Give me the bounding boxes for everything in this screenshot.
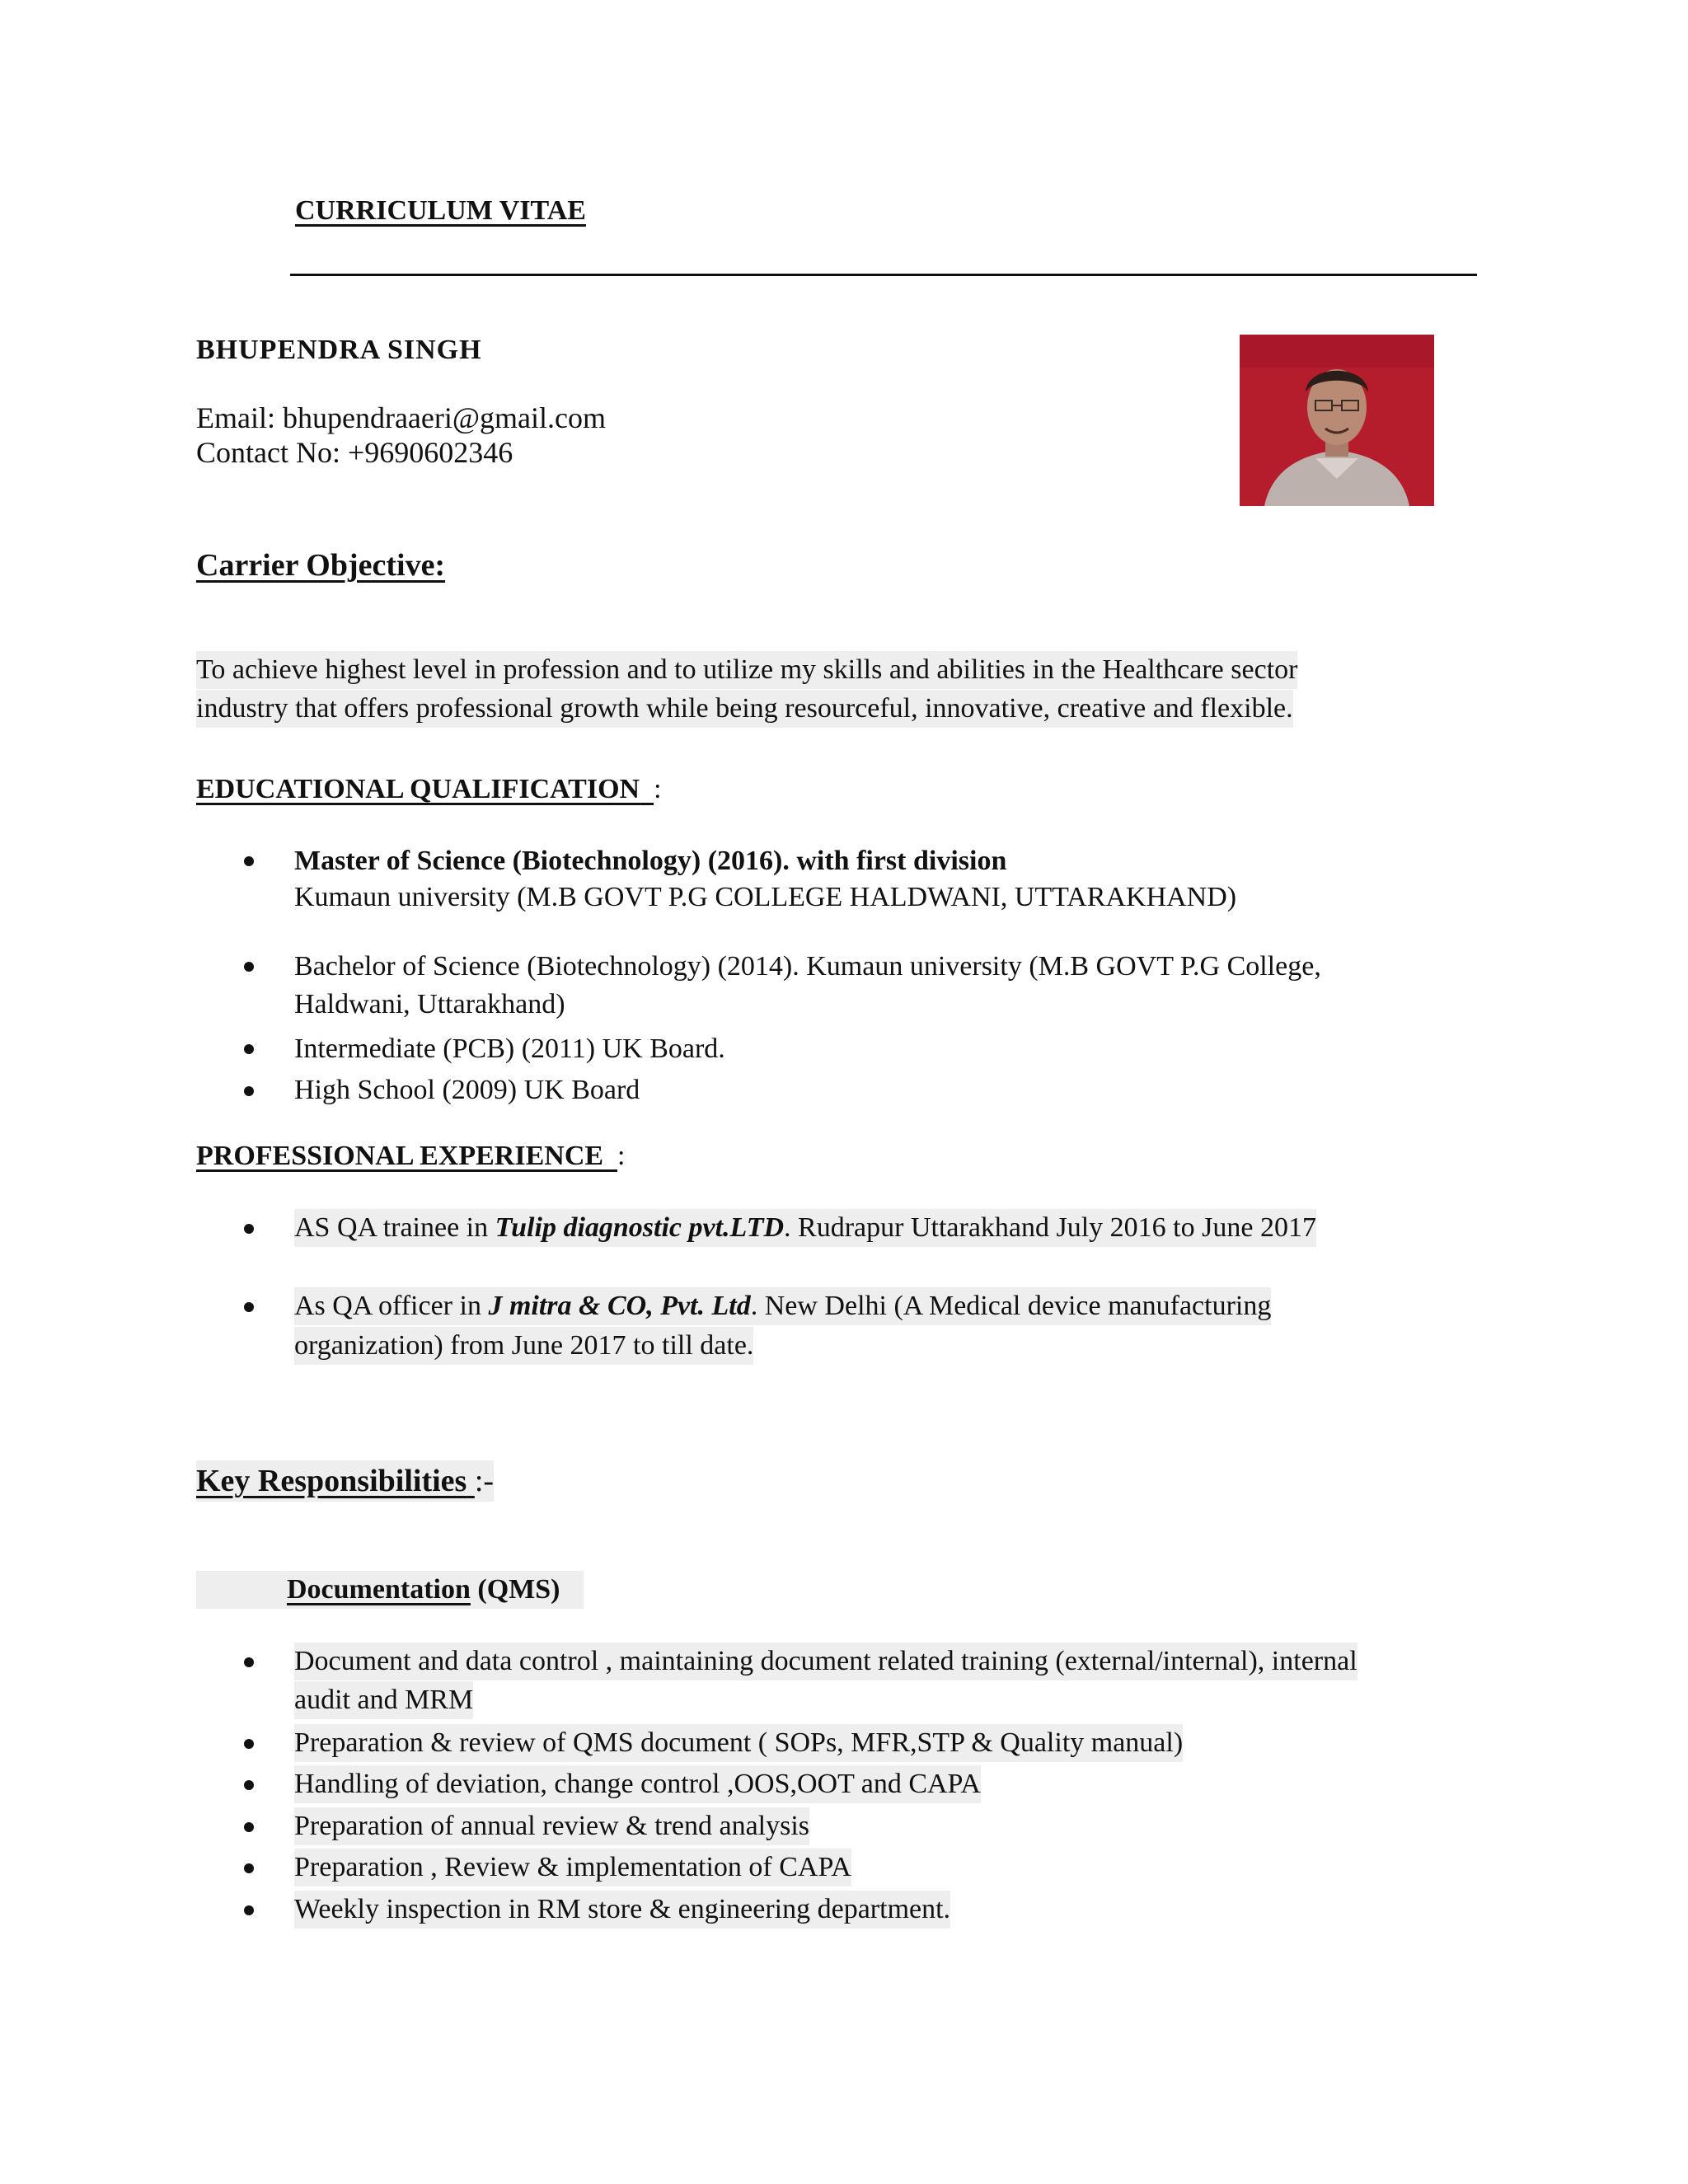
responsibility-item-1-line-2: audit and MRM xyxy=(294,1681,473,1719)
responsibility-item-4: Preparation of annual review & trend analysis xyxy=(294,1807,809,1845)
profile-photo xyxy=(1240,335,1434,506)
bullet-dot xyxy=(244,1224,254,1234)
experience-item-2-details: . New Delhi (A Medical device manufacturing xyxy=(750,1291,1272,1321)
experience-heading: PROFESSIONAL EXPERIENCE xyxy=(196,1141,604,1171)
bullet-dot xyxy=(244,1739,254,1749)
bullet-dot xyxy=(244,1657,254,1667)
objective-line-2: industry that offers professional growth while being resourceful, innovative, creative and flexible. xyxy=(196,690,1293,728)
bullet-dot xyxy=(244,1863,254,1873)
education-heading: EDUCATIONAL QUALIFICATION xyxy=(196,774,640,804)
title-divider xyxy=(290,274,1477,276)
responsibility-item-1-line-1: Document and data control , maintaining document related training (external/internal), internal xyxy=(294,1643,1357,1680)
education-item-2-line-2: Haldwani, Uttarakhand) xyxy=(294,989,565,1019)
responsibilities-heading: Key Responsibilities xyxy=(196,1464,467,1498)
responsibility-item-2: Preparation & review of QMS document ( SOPs, MFR,STP & Quality manual) xyxy=(294,1724,1183,1762)
education-item-3: Intermediate (PCB) (2011) UK Board. xyxy=(294,1033,725,1064)
objective-line-1: To achieve highest level in profession and to utilize my skills and abilities in the Healthcare sector xyxy=(196,651,1297,689)
bullet-dot xyxy=(244,1302,254,1312)
responsibilities-heading-row xyxy=(196,1460,494,1502)
experience-heading-colon: : xyxy=(617,1141,626,1171)
bullet-dot xyxy=(244,856,254,866)
education-heading-row xyxy=(196,771,662,808)
education-item-4: High School (2009) UK Board xyxy=(294,1075,640,1105)
document-title: CURRICULUM VITAE xyxy=(295,195,586,226)
experience-item-1-details: . Rudrapur Uttarakhand July 2016 to June 2017 xyxy=(784,1212,1316,1243)
education-item-1-line-1: Master of Science (Biotechnology) (2016). with first division xyxy=(294,846,1007,876)
bullet-dot xyxy=(244,1822,254,1832)
experience-heading-row xyxy=(196,1137,626,1175)
documentation-subheading: Documentation xyxy=(287,1574,471,1605)
bullet-dot xyxy=(244,962,254,972)
email-line: Email: bhupendraaeri@gmail.com xyxy=(196,401,606,434)
education-item-1-line-2: Kumaun university (M.B GOVT P.G COLLEGE HALDWANI, UTTARAKHAND) xyxy=(294,882,1237,912)
bullet-dot xyxy=(244,1905,254,1915)
experience-item-1-company: Tulip diagnostic pvt.LTD xyxy=(495,1212,785,1243)
experience-item-1-role: AS QA trainee in xyxy=(294,1212,495,1243)
candidate-name: BHUPENDRA SINGH xyxy=(196,335,482,365)
bullet-dot xyxy=(244,1086,254,1096)
responsibilities-heading-suffix: :- xyxy=(474,1464,495,1498)
responsibility-item-3: Handling of deviation, change control ,OOS,OOT and CAPA xyxy=(294,1765,981,1803)
profile-photo-graphic xyxy=(1240,335,1434,506)
contact-line: Contact No: +9690602346 xyxy=(196,436,513,469)
experience-item-2-role: As QA officer in xyxy=(294,1291,489,1321)
responsibility-item-6: Weekly inspection in RM store & engineering department. xyxy=(294,1891,950,1929)
bullet-dot xyxy=(244,1780,254,1790)
documentation-subheading-suffix: (QMS) xyxy=(470,1574,560,1605)
experience-item-2-line-1 xyxy=(294,1287,1271,1325)
education-heading-colon: : xyxy=(654,774,662,804)
experience-item-1 xyxy=(294,1209,1316,1247)
objective-heading: Carrier Objective: xyxy=(196,548,446,583)
experience-item-2-company: J mitra & CO, Pvt. Ltd xyxy=(488,1291,751,1321)
responsibility-item-5: Preparation , Review & implementation of CAPA xyxy=(294,1849,851,1886)
experience-item-2-line-2: organization) from June 2017 to till date. xyxy=(294,1327,753,1365)
education-item-2-line-1: Bachelor of Science (Biotechnology) (2014). Kumaun university (M.B GOVT P.G College, xyxy=(294,951,1321,982)
documentation-subheading-row xyxy=(196,1571,584,1609)
bullet-dot xyxy=(244,1044,254,1054)
